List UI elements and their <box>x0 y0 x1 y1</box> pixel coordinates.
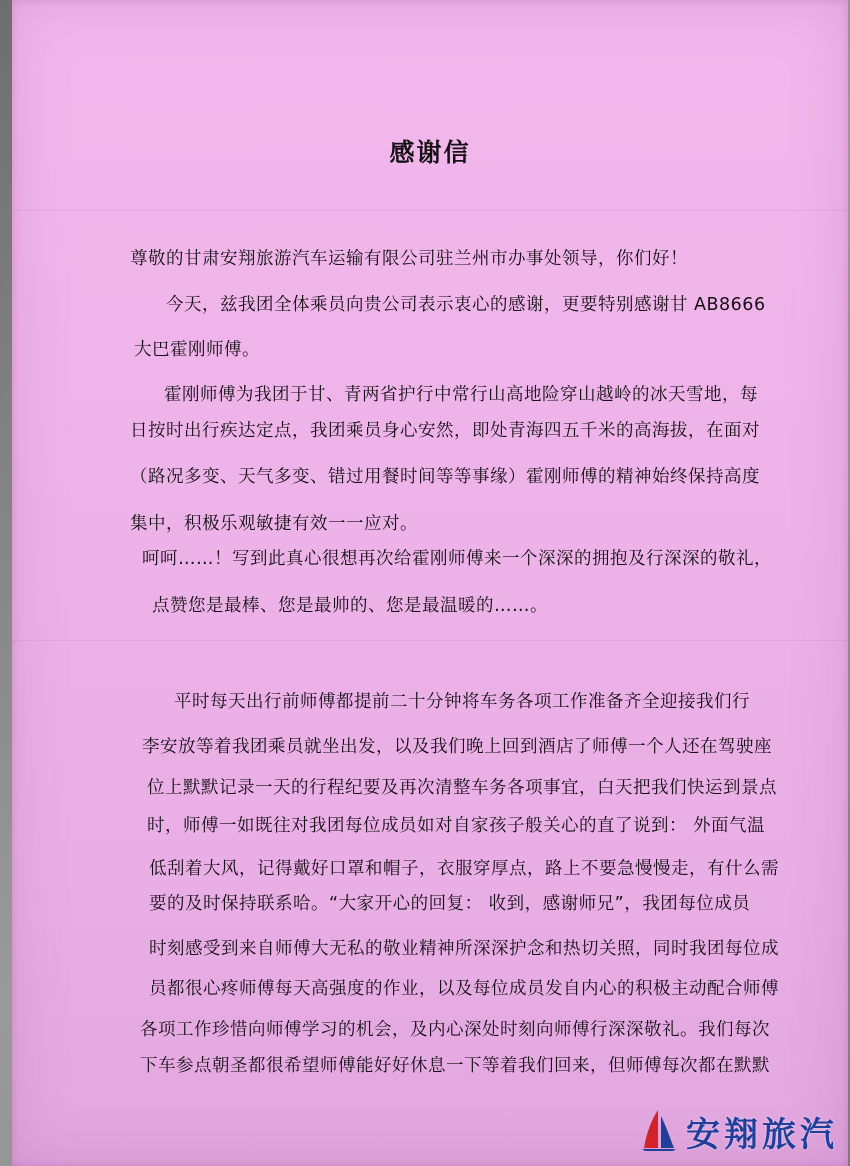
letter-line: 李安放等着我团乘员就坐出发，以及我们晚上回到酒店了师傅一个人还在驾驶座 <box>142 737 772 757</box>
letter-line: 时刻感受到来自师傅大无私的敬业精神所深深护念和热切关照，同时我团每位成 <box>149 939 779 959</box>
paper-fold <box>12 210 848 211</box>
letter-line: 平时每天出行前师傅都提前二十分钟将车务各项工作准备齐全迎接我们行 <box>174 692 750 712</box>
letter-line: 低刮着大风，记得戴好口罩和帽子，衣服穿厚点，路上不要急慢慢走，有什么需 <box>149 859 779 879</box>
letter-title: 感谢信 <box>389 138 471 167</box>
letter-line: 点赞您是最棒、您是最帅的、您是最温暖的……。 <box>152 596 548 616</box>
letter-line: 霍刚师傅为我团于甘、青两省护行中常行山高地险穿山越岭的冰天雪地，每 <box>164 385 758 405</box>
letter-line: 下车参点朝圣都很希望师傅能好好休息一下等着我们回来，但师傅每次都在默默 <box>140 1056 770 1076</box>
sail-logo-icon <box>640 1108 678 1156</box>
paper-fold <box>12 640 848 641</box>
letter-line: 今天，兹我团全体乘员向贵公司表示衷心的感谢，更要特别感谢甘 AB8666 <box>166 295 766 315</box>
letter-line: 位上默默记录一天的行程纪要及再次清整车务各项事宜，白天把我们快运到景点 <box>147 778 777 798</box>
letter-line: 要的及时保持联系哈。“大家开心的回复： 收到，感谢师兄”，我团每位成员 <box>149 894 751 914</box>
letter-line: 员都很心疼师傅每天高强度的作业，以及每位成员发自内心的积极主动配合师傅 <box>149 979 779 999</box>
letter-salutation: 尊敬的甘肃安翔旅游汽车运输有限公司驻兰州市办事处领导，你们好！ <box>130 249 688 269</box>
letter-paper <box>12 0 848 1166</box>
letter-line: 集中，积极乐观敏捷有效一一应对。 <box>130 514 418 534</box>
letter-line: 呵呵……！写到此真心很想再次给霍刚师傅来一个深深的拥抱及行深深的敬礼， <box>142 549 772 569</box>
watermark-text: 安翔旅汽 <box>686 1115 838 1155</box>
letter-line: 日按时出行疾达定点，我团乘员身心安然，即处青海四五千米的高海拔，在面对 <box>130 421 760 441</box>
letter-line: 时，师傅一如既往对我团每位成员如对自家孩子般关心的直了说到： 外面气温 <box>147 816 766 836</box>
letter-line: （路况多变、天气多变、错过用餐时间等等事缘）霍刚师傅的精神始终保持高度 <box>130 467 760 487</box>
letter-line: 大巴霍刚师傅。 <box>134 340 260 360</box>
letter-line: 各项工作珍惜向师傅学习的机会，及内心深处时刻向师傅行深深敬礼。我们每次 <box>140 1020 770 1040</box>
brand-watermark <box>640 1107 838 1156</box>
